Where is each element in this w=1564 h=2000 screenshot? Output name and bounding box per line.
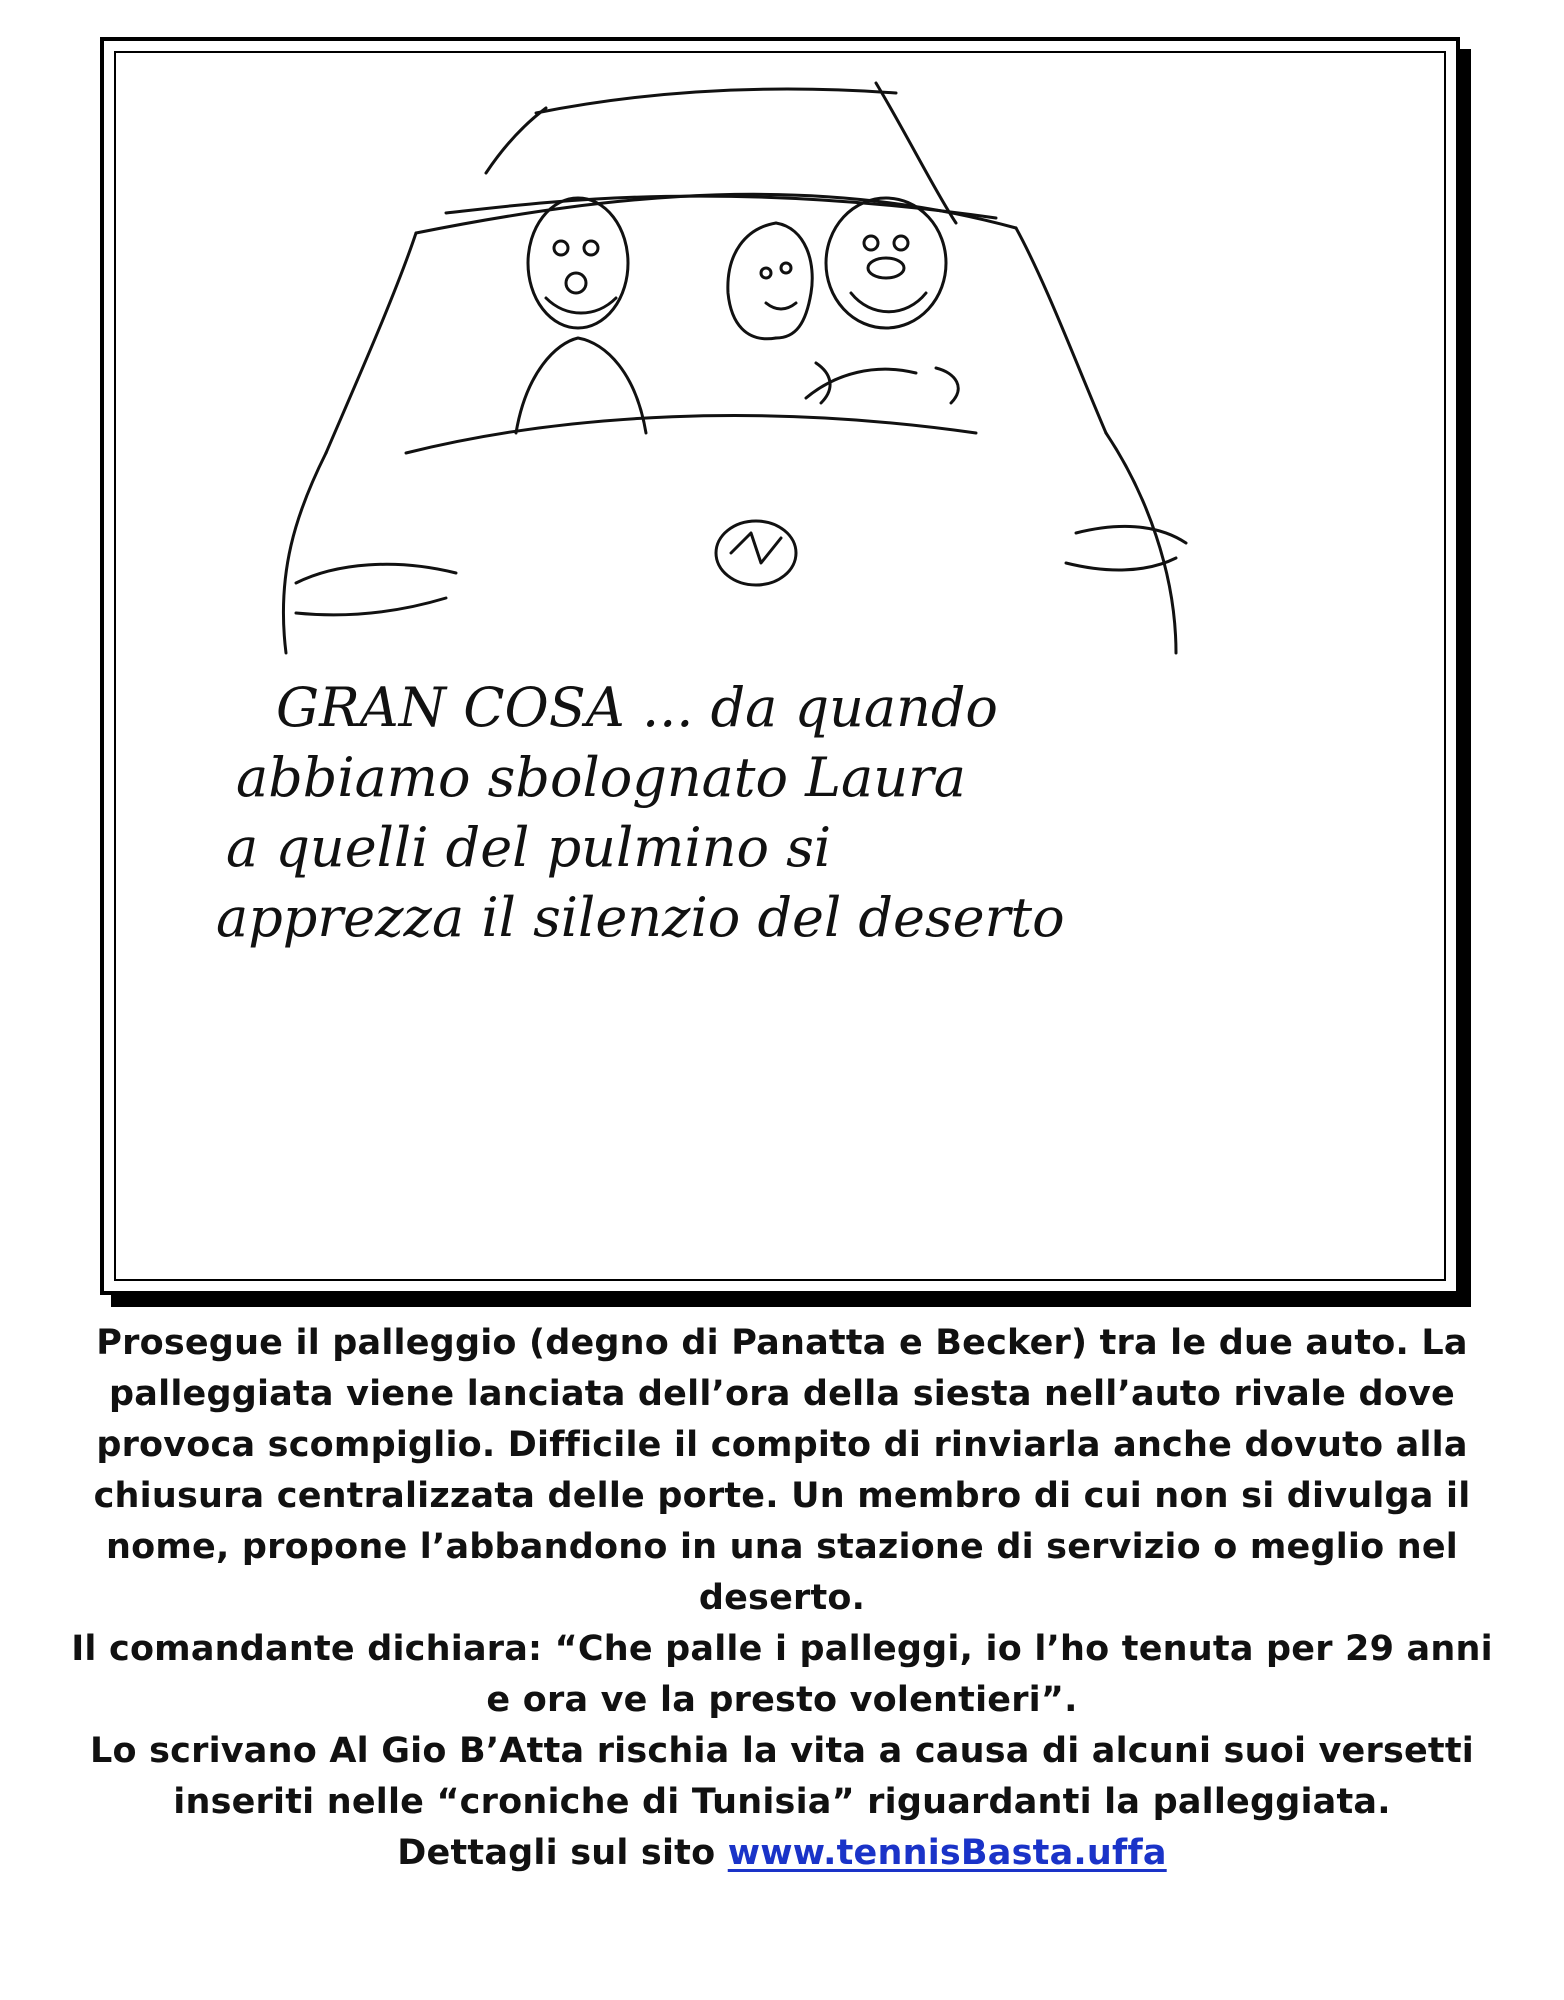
caption-paragraph-1: [20, 1318, 1544, 1624]
car-sketch: [116, 53, 1444, 1279]
caption-text: [20, 1318, 1544, 1879]
car-logo-mark: [731, 533, 781, 563]
caption-line: palleggiata viene lanciata dell’ora della siesta nell’auto rivale dove: [109, 1374, 1455, 1414]
windshield-right: [1016, 228, 1106, 433]
caption-line: Prosegue il palleggio (degno di Panatta e Becker) tra le due auto. La: [96, 1323, 1468, 1363]
car-roof-left: [486, 108, 546, 173]
left-headlight: [296, 564, 456, 583]
drawing-frame: [100, 37, 1460, 1295]
steering-wheel: [806, 369, 916, 398]
caption-paragraph-3: [20, 1726, 1544, 1828]
dashboard-line: [406, 416, 976, 453]
caption-line: inseriti nelle “croniche di Tunisia” riguardanti la palleggiata.: [173, 1782, 1391, 1822]
handwriting-line: GRAN COSA ... da quando: [276, 676, 998, 739]
right-person: [826, 198, 946, 328]
car-body-right: [1106, 433, 1176, 653]
caption-line: Il comandante dichiara: “Che palle i palleggi, io l’ho tenuta per 29 anni: [71, 1629, 1493, 1669]
handwriting-line: a quelli del pulmino si: [226, 816, 832, 879]
caption-paragraph-2: [20, 1624, 1544, 1726]
car-body-left: [283, 453, 326, 653]
right-hand: [936, 368, 958, 403]
caption-line: nome, propone l’abbandono in una stazione di servizio o meglio nel: [106, 1527, 1458, 1567]
caption-line: Lo scrivano Al Gio B’Atta rischia la vita a causa di alcuni suoi versetti: [90, 1731, 1474, 1771]
windshield-left: [326, 233, 416, 453]
windshield-top-2: [446, 196, 996, 218]
middle-person: [728, 223, 812, 339]
right-headlight-2: [1066, 558, 1176, 570]
left-headlight-2: [296, 598, 446, 615]
car-logo: [716, 521, 796, 585]
details-line: [20, 1828, 1544, 1879]
caption-line: chiusura centralizzata delle porte. Un membro di cui non si divulga il: [93, 1476, 1471, 1516]
car-roof-line: [536, 89, 896, 113]
right-headlight: [1076, 526, 1186, 543]
details-prefix: Dettagli sul sito: [397, 1833, 728, 1873]
caption-line: provoca scompiglio. Difficile il compito di rinviarla anche dovuto alla: [96, 1425, 1468, 1465]
site-link[interactable]: www.tennisBasta.uffa: [727, 1833, 1167, 1873]
caption-line: e ora ve la presto volentieri”.: [486, 1680, 1078, 1720]
handwriting-line: apprezza il silenzio del deserto: [216, 886, 1065, 949]
left-person: [516, 198, 646, 433]
caption-line: deserto.: [698, 1578, 866, 1618]
drawing-area: [114, 51, 1446, 1281]
handwritten-text: [196, 673, 1376, 953]
handwriting-line: abbiamo sbolognato Laura: [236, 746, 967, 809]
